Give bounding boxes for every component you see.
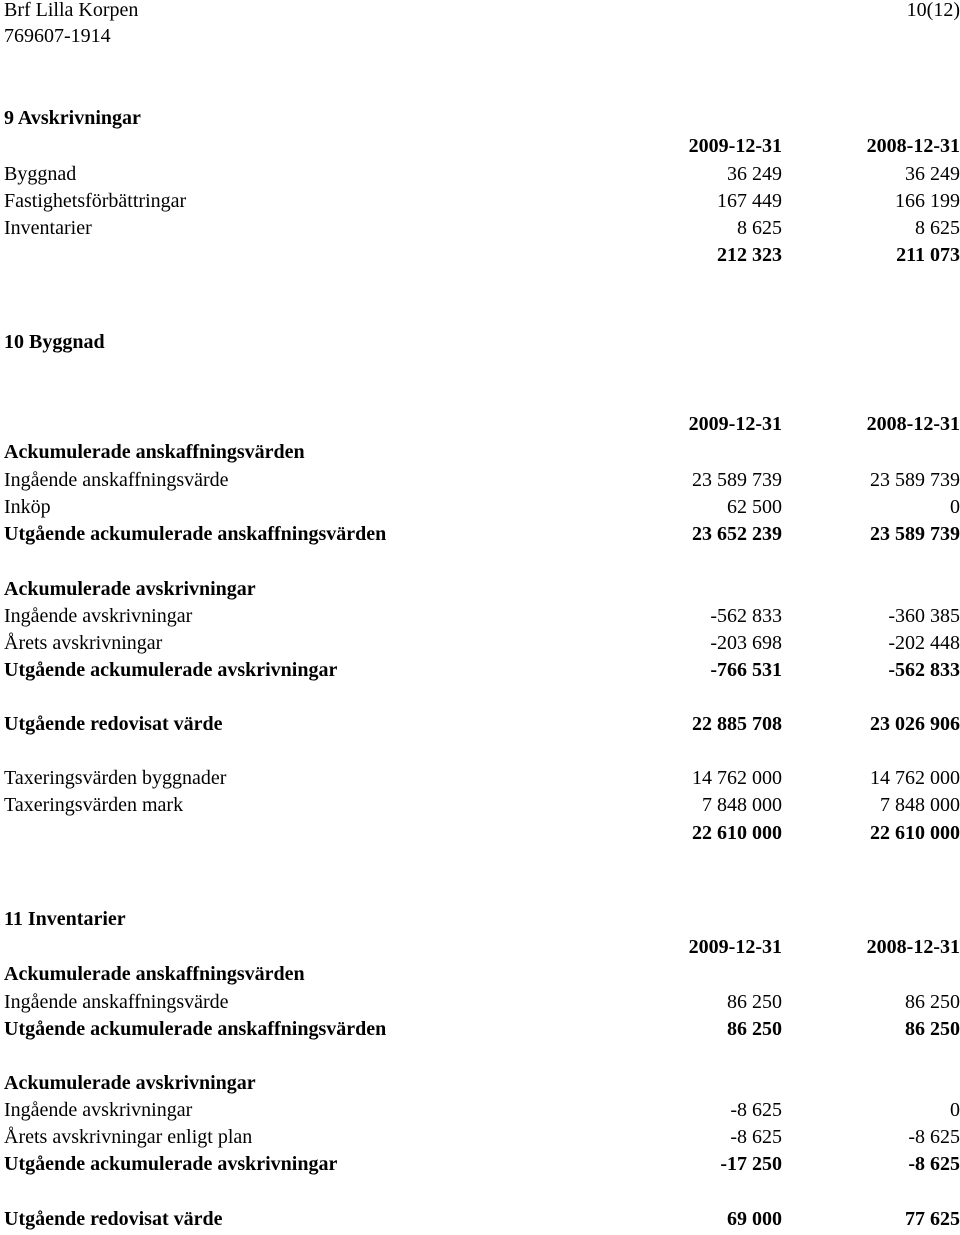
total-value-2008: 22 610 000 (870, 822, 960, 844)
row-label: Inköp (4, 496, 51, 518)
row-label: Ingående avskrivningar (4, 1099, 193, 1121)
row-value-2009: 14 762 000 (692, 767, 782, 789)
row-value-2009: 86 250 (727, 1018, 782, 1040)
org-number: 769607-1914 (4, 25, 111, 47)
note10-col1-header: 2009-12-31 (688, 413, 782, 435)
row-label: Taxeringsvärden byggnader (4, 767, 227, 789)
row-value-2008: -562 833 (888, 659, 960, 681)
row-value-2008: -8 625 (908, 1126, 960, 1148)
tax-total-row (4, 820, 960, 847)
row-value-2008: 8 625 (915, 217, 960, 239)
total-value-2008: 211 073 (896, 244, 960, 266)
row-value-2008: 23 589 739 (870, 469, 960, 491)
row-label: Utgående ackumulerade anskaffningsvärden (4, 1018, 387, 1040)
section-heading (4, 1070, 960, 1097)
row-label: Taxeringsvärden mark (4, 794, 184, 816)
row-value-2009: 36 249 (727, 163, 782, 185)
book-value-row (4, 1206, 960, 1233)
row-value-2008: 7 848 000 (880, 794, 960, 816)
row-label: Årets avskrivningar (4, 632, 163, 654)
book-value-row (4, 711, 960, 738)
row-label: Utgående redovisat värde (4, 1208, 223, 1230)
row-label: Utgående ackumulerade avskrivningar (4, 1153, 338, 1175)
note9-title-line (4, 105, 960, 132)
row-value-2008: -202 448 (888, 632, 960, 654)
note9-title: 9 Avskrivningar (4, 107, 141, 129)
note9-col2-header: 2008-12-31 (866, 135, 960, 157)
row-label: Fastighetsförbättringar (4, 190, 187, 212)
row-value-2009: -203 698 (710, 632, 782, 654)
row-value-2008: 166 199 (895, 190, 960, 212)
row-value-2008: 0 (950, 1099, 960, 1121)
dep-heading: Ackumulerade avskrivningar (4, 1072, 256, 1094)
row-value-2008: -360 385 (888, 605, 960, 627)
total-value-2009: 22 610 000 (692, 822, 782, 844)
row-value-2009: 22 885 708 (692, 713, 782, 735)
row-label: Utgående ackumulerade avskrivningar (4, 659, 338, 681)
row-value-2008: 0 (950, 496, 960, 518)
table-total-row (4, 657, 960, 684)
row-value-2009: -562 833 (710, 605, 782, 627)
row-value-2008: 86 250 (905, 991, 960, 1013)
table-row (4, 188, 960, 215)
total-value-2009: 212 323 (717, 244, 782, 266)
page-header (4, 0, 960, 24)
row-value-2009: 69 000 (727, 1208, 782, 1230)
row-value-2009: -766 531 (710, 659, 782, 681)
table-row (4, 494, 960, 521)
row-value-2008: 23 589 739 (870, 523, 960, 545)
row-label: Utgående redovisat värde (4, 713, 223, 735)
row-value-2008: 23 026 906 (870, 713, 960, 735)
org-name: Brf Lilla Korpen (4, 0, 139, 21)
table-row (4, 603, 960, 630)
table-total-row (4, 521, 960, 548)
row-value-2009: 7 848 000 (702, 794, 782, 816)
note11-title-line (4, 906, 960, 933)
row-value-2008: 86 250 (905, 1018, 960, 1040)
note10-title: 10 Byggnad (4, 331, 105, 353)
table-row (4, 765, 960, 792)
row-value-2009: -8 625 (730, 1126, 782, 1148)
table-row (4, 215, 960, 242)
acq-heading: Ackumulerade anskaffningsvärden (4, 963, 305, 985)
table-row (4, 989, 960, 1016)
acq-heading: Ackumulerade anskaffningsvärden (4, 441, 305, 463)
row-value-2008: 77 625 (905, 1208, 960, 1230)
row-value-2009: 23 589 739 (692, 469, 782, 491)
note9-column-headers (4, 133, 960, 160)
row-value-2009: -17 250 (720, 1153, 782, 1175)
dep-heading: Ackumulerade avskrivningar (4, 578, 256, 600)
row-label: Ingående anskaffningsvärde (4, 991, 229, 1013)
page-number: 10(12) (906, 0, 960, 21)
table-total-row (4, 1016, 960, 1043)
org-number-line (4, 23, 960, 50)
row-value-2008: 36 249 (905, 163, 960, 185)
row-label: Utgående ackumulerade anskaffningsvärden (4, 523, 387, 545)
note11-col2-header: 2008-12-31 (866, 936, 960, 958)
note10-title-line (4, 329, 960, 356)
row-value-2008: 14 762 000 (870, 767, 960, 789)
row-value-2009: -8 625 (730, 1099, 782, 1121)
table-total-row (4, 1151, 960, 1178)
row-value-2009: 62 500 (727, 496, 782, 518)
note11-column-headers (4, 934, 960, 961)
table-row (4, 1097, 960, 1124)
row-label: Ingående avskrivningar (4, 605, 193, 627)
note9-col1-header: 2009-12-31 (688, 135, 782, 157)
row-value-2008: -8 625 (908, 1153, 960, 1175)
row-value-2009: 23 652 239 (692, 523, 782, 545)
note11-col1-header: 2009-12-31 (688, 936, 782, 958)
table-row (4, 467, 960, 494)
note10-column-headers (4, 411, 960, 438)
table-row (4, 161, 960, 188)
table-row (4, 630, 960, 657)
section-heading (4, 576, 960, 603)
row-value-2009: 86 250 (727, 991, 782, 1013)
section-heading (4, 961, 960, 988)
row-label: Ingående anskaffningsvärde (4, 469, 229, 491)
note9-total-row (4, 242, 960, 269)
note10-col2-header: 2008-12-31 (866, 413, 960, 435)
row-value-2009: 8 625 (737, 217, 782, 239)
note11-title: 11 Inventarier (4, 908, 126, 930)
table-row (4, 1124, 960, 1151)
row-label: Inventarier (4, 217, 92, 239)
row-value-2009: 167 449 (717, 190, 782, 212)
table-row (4, 792, 960, 819)
row-label: Byggnad (4, 163, 77, 185)
row-label: Årets avskrivningar enligt plan (4, 1126, 253, 1148)
section-heading (4, 439, 960, 466)
